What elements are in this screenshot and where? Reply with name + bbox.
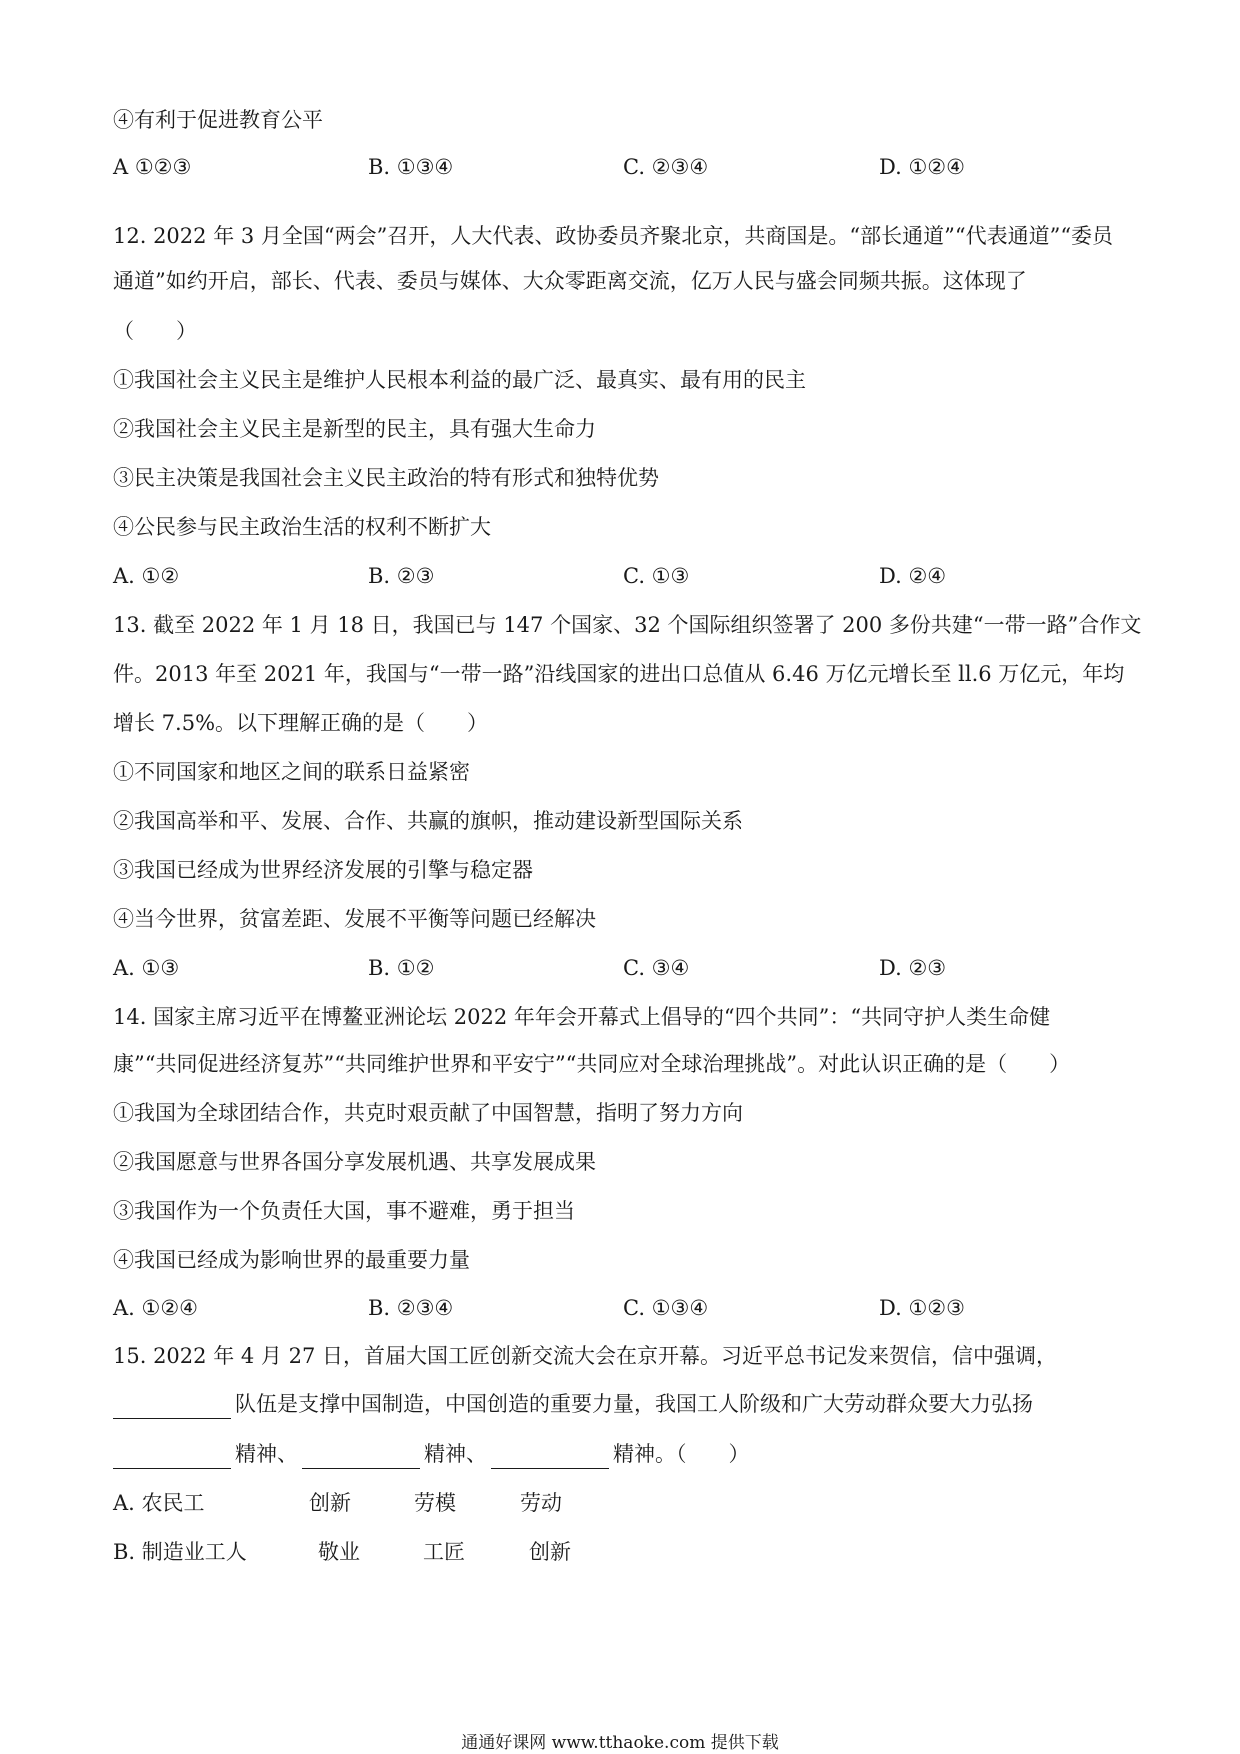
q15-stem-line-1: 15. 2022 年 4 月 27 日，首届大国工匠创新交流大会在京开幕。习近平总书记发来贺信，信中强调，	[113, 1344, 1057, 1368]
q14-option-c[interactable]: C. ①③④	[623, 1296, 709, 1320]
q12-stem-line-2: 通道”如约开启，部长、代表、委员与媒体、大众零距离交流，亿万人民与盛会同频共振。这体现了	[113, 269, 1027, 293]
q15-stem-part-3: 精神。（ ）	[613, 1442, 750, 1466]
fill-blank-3[interactable]	[302, 1446, 420, 1469]
q14-option-a[interactable]: A. ①②④	[113, 1296, 198, 1320]
q12-item-3: ③民主决策是我国社会主义民主政治的特有形式和独特优势	[113, 466, 659, 490]
q15-option-a-label[interactable]: A. 农民工	[113, 1491, 205, 1515]
fill-blank-4[interactable]	[491, 1446, 609, 1469]
q12-option-a[interactable]: A. ①②	[113, 564, 180, 588]
q14-item-4: ④我国已经成为影响世界的最重要力量	[113, 1248, 470, 1272]
q13-stem-line-1: 13. 截至 2022 年 1 月 18 日，我国已与 147 个国家、32 个国际组织签署了 200 多份共建“一带一路”合作文	[113, 613, 1142, 637]
q13-item-2: ②我国高举和平、发展、合作、共赢的旗帜，推动建设新型国际关系	[113, 809, 743, 833]
q12-item-1: ①我国社会主义民主是维护人民根本利益的最广泛、最真实、最有用的民主	[113, 368, 806, 392]
q15-stem-line-3	[113, 1439, 750, 1469]
q15-stem-line-2	[113, 1389, 1033, 1419]
q12-option-b[interactable]: B. ②③	[368, 564, 435, 588]
q15-stem-line-2-text: 队伍是支撑中国制造，中国创造的重要力量，我国工人阶级和广大劳动群众要大力弘扬	[235, 1392, 1033, 1416]
q13-item-1: ①不同国家和地区之间的联系日益紧密	[113, 760, 470, 784]
q11-option-d[interactable]: D. ①②④	[879, 155, 965, 179]
q15-option-a-word-2: 劳模	[414, 1491, 456, 1515]
q11-option-b[interactable]: B. ①③④	[368, 155, 454, 179]
q14-option-d[interactable]: D. ①②③	[879, 1296, 965, 1320]
q13-stem-line-3: 增长 7.5%。以下理解正确的是（ ）	[113, 711, 489, 735]
q12-option-c[interactable]: C. ①③	[623, 564, 690, 588]
q14-item-1: ①我国为全球团结合作，共克时艰贡献了中国智慧，指明了努力方向	[113, 1101, 743, 1125]
q13-option-b[interactable]: B. ①②	[368, 956, 435, 980]
q15-option-b-word-3: 创新	[529, 1540, 571, 1564]
q15-option-a-word-1: 创新	[309, 1491, 351, 1515]
q15-option-a-word-3: 劳动	[520, 1491, 562, 1515]
q15-stem-part-2: 精神、	[424, 1442, 487, 1466]
q14-stem-line-1: 14. 国家主席习近平在博鳌亚洲论坛 2022 年年会开幕式上倡导的“四个共同”：“共同守护人类生命健	[113, 1005, 1051, 1029]
q13-option-a[interactable]: A. ①③	[113, 956, 180, 980]
q13-item-3: ③我国已经成为世界经济发展的引擎与稳定器	[113, 858, 533, 882]
page-footer[interactable]: 通通好课网 www.tthaoke.com 提供下载	[461, 1733, 779, 1753]
q13-option-d[interactable]: D. ②③	[879, 956, 947, 980]
q12-item-4: ④公民参与民主政治生活的权利不断扩大	[113, 515, 491, 539]
q12-stem-line-1: 12. 2022 年 3 月全国“两会”召开，人大代表、政协委员齐聚北京，共商国是。“部长通道”“代表通道”“委员	[113, 224, 1114, 248]
q14-stem-line-2: 康”“共同促进经济复苏”“共同维护世界和平安宁”“共同应对全球治理挑战”。对此认识正确的是（ ）	[113, 1052, 1071, 1076]
q14-item-2: ②我国愿意与世界各国分享发展机遇、共享发展成果	[113, 1150, 596, 1174]
q13-stem-line-2: 件。2013 年至 2021 年，我国与“一带一路”沿线国家的进出口总值从 6.46 万亿元增长至 ll.6 万亿元，年均	[113, 662, 1125, 686]
q12-stem-line-3: （ ）	[113, 319, 197, 343]
q15-option-b-label[interactable]: B. 制造业工人	[113, 1540, 247, 1564]
q15-option-b-word-1: 敬业	[318, 1540, 360, 1564]
q12-item-2: ②我国社会主义民主是新型的民主，具有强大生命力	[113, 417, 596, 441]
q11-item-4: ④有利于促进教育公平	[113, 108, 323, 132]
q11-option-a[interactable]: A ①②③	[113, 155, 192, 179]
q14-item-3: ③我国作为一个负责任大国，事不避难，勇于担当	[113, 1199, 575, 1223]
fill-blank-1[interactable]	[113, 1396, 231, 1419]
q11-option-c[interactable]: C. ②③④	[623, 155, 709, 179]
q12-option-d[interactable]: D. ②④	[879, 564, 947, 588]
q13-option-c[interactable]: C. ③④	[623, 956, 690, 980]
q13-item-4: ④当今世界，贫富差距、发展不平衡等问题已经解决	[113, 907, 596, 931]
q15-option-b-word-2: 工匠	[423, 1540, 465, 1564]
fill-blank-2[interactable]	[113, 1446, 231, 1469]
q14-option-b[interactable]: B. ②③④	[368, 1296, 454, 1320]
q15-stem-part-1: 精神、	[235, 1442, 298, 1466]
